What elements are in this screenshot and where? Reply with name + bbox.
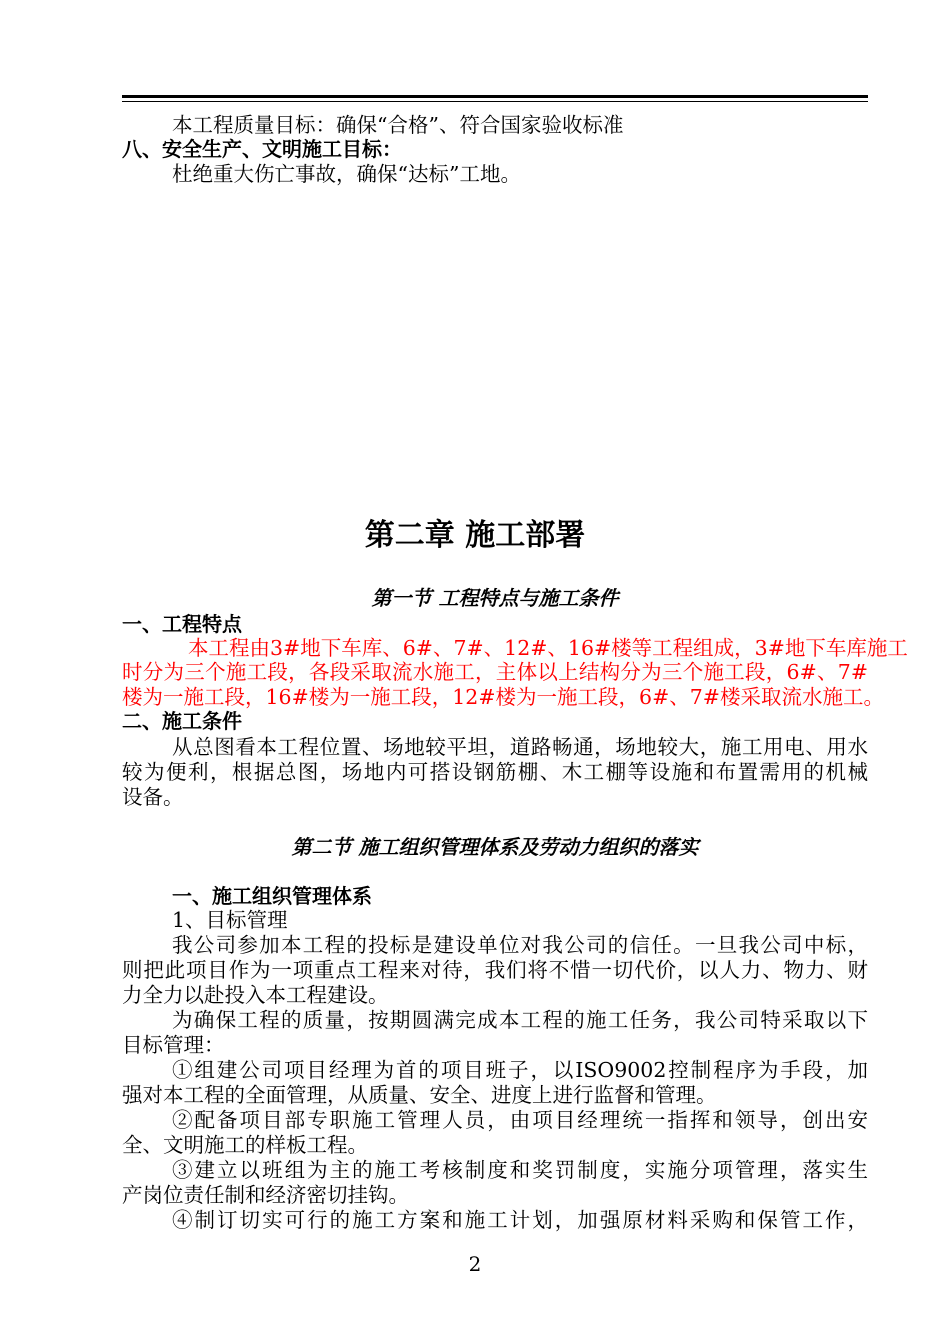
features-line-2: 时分为三个施工段，各段采取流水施工，主体以上结构分为三个施工段，6#、7# [122, 660, 868, 684]
page-number: 2 [468, 1252, 482, 1276]
para2-line-1: 为确保工程的质量，按期圆满完成本工程的施工任务，我公司特采取以下 [172, 1008, 868, 1032]
chapter-title: 第二章 施工部署 [364, 518, 586, 553]
section2-heading-system: 一、施工组织管理体系 [172, 884, 372, 908]
item3-line-2: 产岗位责任制和经济密切挂钩。 [122, 1183, 409, 1207]
para1-line-2: 则把此项目作为一项重点工程来对待，我们将不惜一切代价，以人力、物力、财 [122, 958, 868, 982]
features-line-1: 本工程由3#地下车库、6#、7#、12#、16#楼等工程组成，3#地下车库施工 [188, 636, 908, 660]
item1-line-2: 强对本工程的全面管理，从质量、安全、进度上进行监督和管理。 [122, 1083, 717, 1107]
section1-title: 第一节 工程特点与施工条件 [371, 586, 619, 610]
section1-heading-features: 一、工程特点 [122, 612, 242, 636]
header-rule-thin [122, 101, 868, 102]
section2-title: 第二节 施工组织管理体系及劳动力组织的落实 [291, 835, 699, 859]
para1-line-1: 我公司参加本工程的投标是建设单位对我公司的信任。一旦我公司中标， [172, 933, 868, 957]
conditions-line-1: 从总图看本工程位置、场地较平坦，道路畅通，场地较大，施工用电、用水 [172, 735, 868, 759]
quality-goal-line: 本工程质量目标：确保“合格”、符合国家验收标准 [172, 113, 624, 137]
target-management-subheading: 1、目标管理 [172, 908, 288, 932]
conditions-line-3: 设备。 [122, 785, 184, 809]
header-rule-thick [122, 95, 868, 98]
item1-line-1: ①组建公司项目经理为首的项目班子，以ISO9002控制程序为手段，加 [172, 1058, 868, 1082]
features-line-3: 楼为一施工段，16#楼为一施工段，12#楼为一施工段，6#、7#楼采取流水施工。 [122, 685, 884, 709]
para2-line-2: 目标管理： [122, 1033, 225, 1057]
item2-line-1: ②配备项目部专职施工管理人员，由项目经理统一指挥和领导，创出安 [172, 1108, 868, 1132]
item2-line-2: 全、文明施工的样板工程。 [122, 1133, 368, 1157]
item4-line-1: ④制订切实可行的施工方案和施工计划，加强原材料采购和保管工作， [172, 1208, 868, 1232]
section1-heading-conditions: 二、施工条件 [122, 709, 242, 733]
item3-line-1: ③建立以班组为主的施工考核制度和奖罚制度，实施分项管理，落实生 [172, 1158, 868, 1182]
para1-line-3: 力全力以赴投入本工程建设。 [122, 983, 389, 1007]
safety-goal-line: 杜绝重大伤亡事故，确保“达标”工地。 [172, 162, 521, 186]
conditions-line-2: 较为便利，根据总图，场地内可搭设钢筋棚、木工棚等设施和布置需用的机械 [122, 760, 868, 784]
safety-goal-heading: 八、安全生产、文明施工目标： [122, 137, 402, 161]
